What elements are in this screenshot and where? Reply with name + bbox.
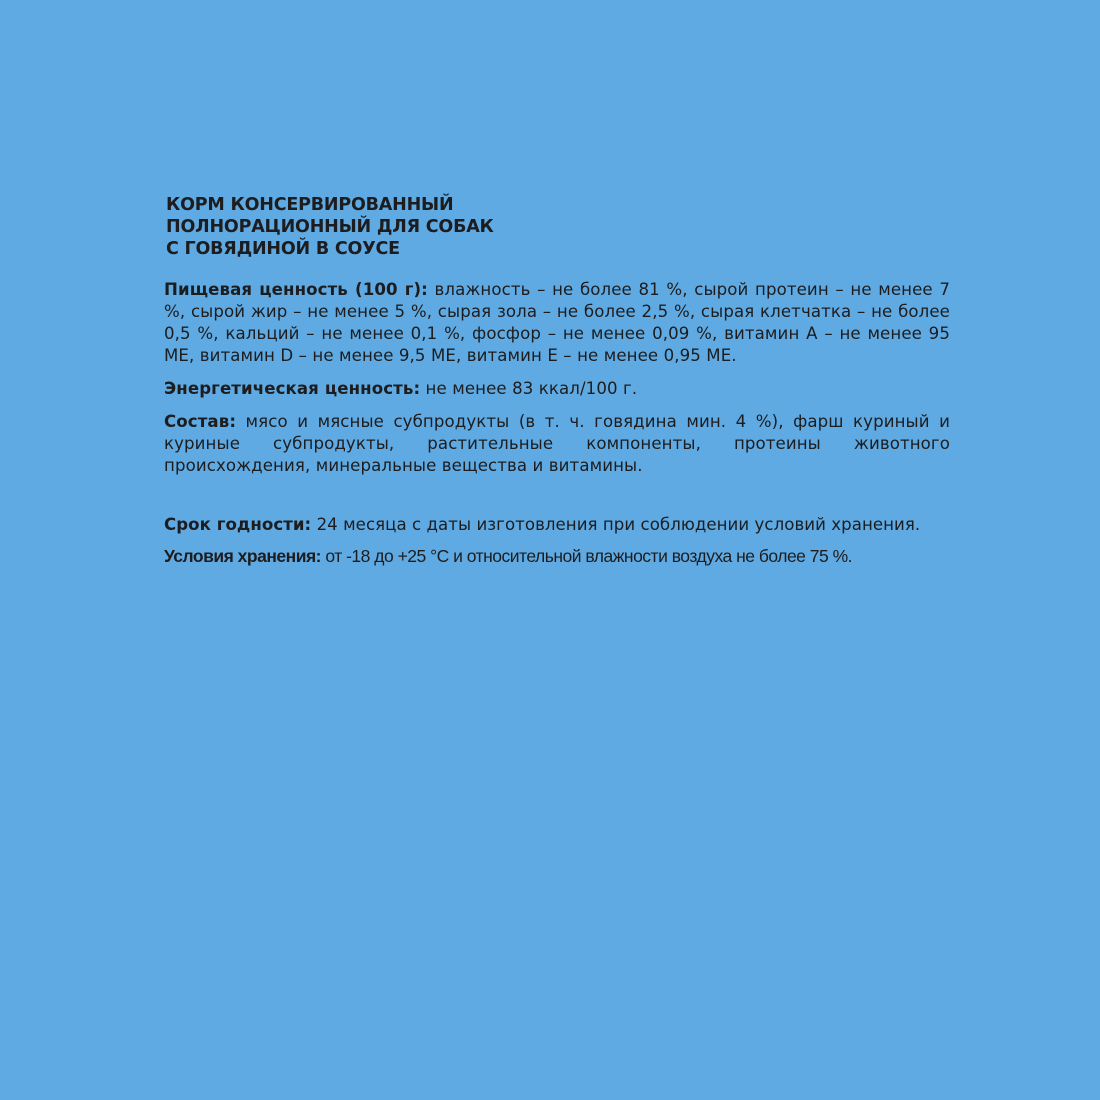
storage-label: Условия хранения:	[164, 546, 322, 566]
nutrition-text: влажность – не более 81 %, сырой протеин – не менее 7 %, сырой жир – не менее 5 %, сырая зола – не более 2,5 %, сырая клетчатка – не более 0,5 %, кальций – не менее 0,1 %, фосфор – не менее 0,09 %, витамин А – не менее 95 МЕ, витамин D – не менее 9,5 МЕ, витамин Е – не менее 0,95 МЕ.	[164, 280, 950, 365]
energy-text: не менее 83 ккал/100 г.	[420, 379, 638, 398]
shelf-life-label: Срок годности:	[164, 515, 312, 534]
shelf-life-paragraph	[164, 514, 950, 536]
energy-paragraph	[164, 378, 950, 400]
composition-paragraph	[164, 411, 950, 477]
shelf-life-text: 24 месяца с даты изготовления при соблюдении условий хранения.	[311, 515, 921, 534]
storage-text: от -18 до +25 °С и относительной влажности воздуха не более 75 %.	[321, 546, 853, 566]
product-title	[166, 194, 950, 260]
composition-label: Состав:	[164, 412, 237, 431]
composition-text: мясо и мясные субпродукты (в т. ч. говядина мин. 4 %), фарш куриный и куриные субпродукты, растительные компоненты, протеины животного происхождения, минеральные вещества и витамины.	[164, 412, 950, 475]
section-spacer	[164, 488, 950, 514]
energy-label: Энергетическая ценность:	[164, 379, 421, 398]
product-title-line-2: ПОЛНОРАЦИОННЫЙ ДЛЯ СОБАК	[166, 217, 494, 237]
product-title-line-1: КОРМ КОНСЕРВИРОВАННЫЙ	[166, 195, 454, 215]
nutrition-paragraph	[164, 279, 950, 367]
product-info-panel	[164, 194, 950, 567]
product-title-line-3: С ГОВЯДИНОЙ В СОУСЕ	[166, 239, 400, 259]
storage-paragraph	[164, 545, 950, 567]
nutrition-label: Пищевая ценность (100 г):	[164, 280, 428, 299]
